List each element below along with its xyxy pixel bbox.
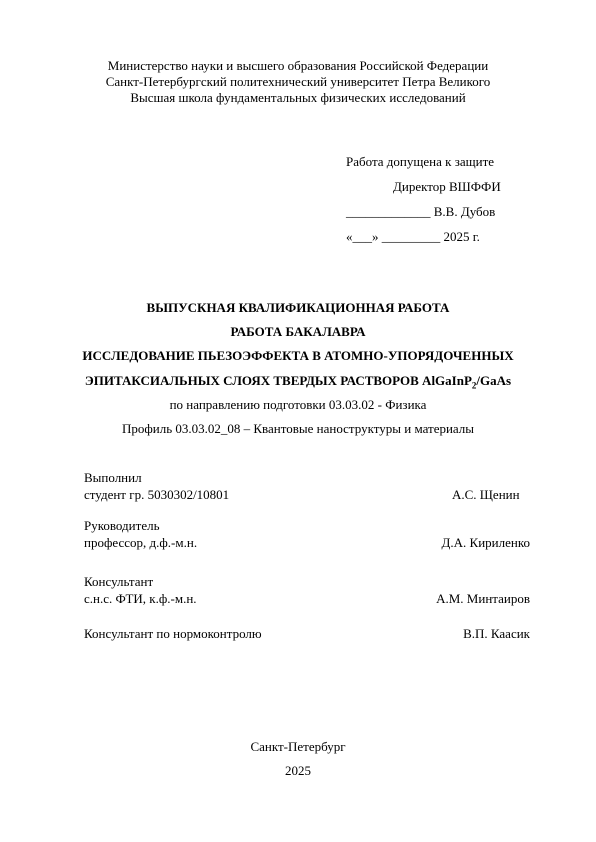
supervisor-name: Д.А. Кириленко <box>441 535 530 550</box>
approval-director: Директор ВШФФИ <box>393 179 501 194</box>
approval-signature: _____________ В.В. Дубов <box>346 204 496 219</box>
normcontrol-role: Консультант по нормоконтролю <box>84 626 262 641</box>
supervisor-role: Руководитель <box>84 518 160 533</box>
normcontrol-name: В.П. Каасик <box>463 626 530 641</box>
thesis-title-line2 <box>0 373 596 394</box>
approval-date: «___» _________ 2025 г. <box>346 229 480 244</box>
thesis-title-line1: ИССЛЕДОВАНИЕ ПЬЕЗОЭФФЕКТА В АТОМНО-УПОРЯДОЧЕННЫХ <box>82 348 514 363</box>
footer-year: 2025 <box>285 763 311 778</box>
ministry-line: Министерство науки и высшего образования Российской Федерации <box>107 58 489 73</box>
thesis-type: ВЫПУСКНАЯ КВАЛИФИКАЦИОННАЯ РАБОТА <box>146 300 450 315</box>
approval-admitted: Работа допущена к защите <box>346 154 495 169</box>
thesis-title-line2-subscript: 2 <box>471 380 477 391</box>
thesis-title-line2-main: ЭПИТАКСИАЛЬНЫХ СЛОЯХ ТВЕРДЫХ РАСТВОРОВ AlGaInP <box>84 373 472 388</box>
school-line: Высшая школа фундаментальных физических исследований <box>130 90 466 105</box>
consultant-desc: с.н.с. ФТИ, к.ф.-м.н. <box>84 591 197 606</box>
footer-city: Санкт-Петербург <box>250 739 346 754</box>
supervisor-desc: профессор, д.ф.-м.н. <box>84 535 198 550</box>
thesis-profile: Профиль 03.03.02_08 – Квантовые наноструктуры и материалы <box>121 421 475 436</box>
performer-name: А.С. Щенин <box>452 487 520 502</box>
thesis-title-line2-tail: /GaAs <box>476 373 512 388</box>
thesis-degree: РАБОТА БАКАЛАВРА <box>230 324 366 339</box>
university-line: Санкт-Петербургский политехнический университет Петра Великого <box>105 74 491 89</box>
consultant-role: Консультант <box>84 574 154 589</box>
performer-desc: студент гр. 5030302/10801 <box>84 487 230 502</box>
thesis-direction: по направлению подготовки 03.03.02 - Физика <box>169 397 427 412</box>
consultant-name: А.М. Минтаиров <box>436 591 530 606</box>
performer-role: Выполнил <box>84 470 142 485</box>
